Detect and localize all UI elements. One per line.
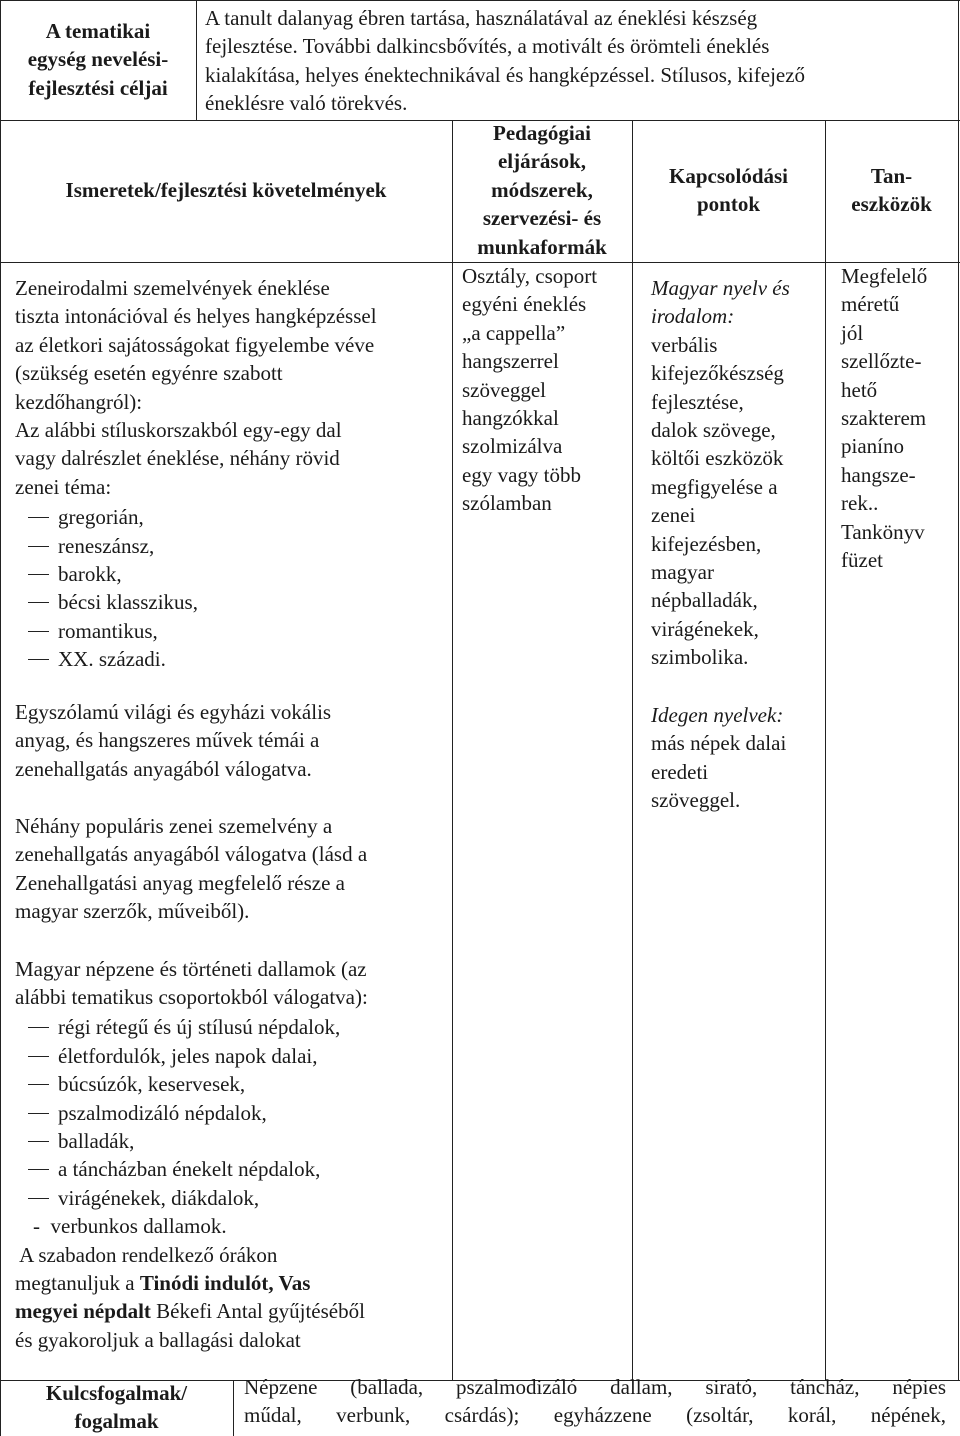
connection-line: megfigyelése a (651, 474, 778, 499)
goals-text (205, 4, 955, 118)
header-methods-line: eljárások, (497, 149, 587, 174)
repertoire-line: az életkori sajátosságokat figyelembe véve (15, 332, 375, 357)
keywords-label-line: fogalmak (74, 1409, 159, 1434)
free-hours-line: és gyakoroljuk a ballagási dalokat (15, 1327, 301, 1352)
connections-content (651, 274, 823, 814)
keywords-label-divider (233, 1380, 234, 1436)
connection-line: más népek dalai (651, 731, 787, 756)
style-period-list (15, 503, 447, 673)
folk-group-item: a táncházban énekelt népdalok, (15, 1155, 447, 1183)
connection-line: népballadák, (651, 588, 758, 613)
keywords-text (244, 1373, 946, 1430)
connection-subject-title: irodalom: (651, 304, 735, 329)
keywords-label-line: Kulcsfogalmak/ (45, 1381, 188, 1405)
tool-line: füzet (841, 548, 883, 573)
popular-music-block (15, 812, 447, 926)
header-tools (825, 162, 958, 219)
goals-label (0, 17, 196, 102)
free-hours-text: megtanuljuk a (15, 1271, 140, 1295)
style-period-item: gregorián, (15, 503, 447, 531)
goals-text-line: éneklésre való törekvés. (205, 91, 408, 116)
header-methods-line: munkaformák (477, 234, 607, 259)
folk-group-item: virágénekek, diákdalok, (15, 1184, 447, 1212)
keywords-label (0, 1379, 233, 1436)
free-hours-line: A szabadon rendelkező órákon (15, 1242, 278, 1267)
repertoire-line: tiszta intonációval és helyes hangképzéssel (15, 304, 377, 329)
connection-line: magyar (651, 560, 714, 585)
header-connections-line: pontok (696, 192, 761, 217)
tool-line: szellőzte- (841, 349, 922, 374)
methods-content (462, 262, 630, 518)
repertoire-line: Zeneirodalmi szemelvények éneklése (15, 276, 330, 300)
col1-col2-divider (452, 120, 453, 1380)
tool-line: rek.. (841, 491, 879, 516)
col2-col3-divider (632, 120, 633, 1380)
repertoire-line: zenei téma: (15, 474, 112, 499)
table-left-border (0, 0, 1, 1436)
header-methods-line: szervezési- és (482, 206, 602, 231)
free-hours-block (15, 1241, 447, 1355)
style-period-item: barokk, (15, 560, 447, 588)
header-methods-line: módszerek, (491, 177, 593, 202)
folk-group-list (15, 1013, 447, 1212)
header-methods (452, 119, 632, 261)
folk-music-line: alábbi tematikus csoportokból válogatva): (15, 984, 368, 1009)
tool-line: pianíno (841, 434, 904, 459)
connection-line: virágénekek, (651, 616, 759, 641)
header-connections (632, 162, 825, 219)
tool-line: szakterem (841, 406, 927, 431)
method-line: szöveggel (462, 377, 546, 402)
method-line: szólamban (462, 491, 552, 516)
free-hours-song-title: megyei népdalt (15, 1299, 151, 1324)
style-period-item: XX. századi. (15, 645, 447, 673)
method-line: egyéni éneklés (462, 292, 587, 317)
connection-line: szöveggel. (651, 787, 741, 812)
keywords-line: műdal, verbunk, csárdás); egyházzene (zsoltár, korál, népének, (244, 1403, 946, 1428)
folk-music-line: Magyar népzene és történeti dallamok (az (15, 956, 367, 981)
goals-text-line: A tanult dalanyag ébren tartása, használatával az éneklési készség (205, 6, 758, 30)
goals-label-line: fejlesztési céljai (28, 75, 168, 100)
folk-group-item: régi rétegű és új stílusú népdalok, (15, 1013, 447, 1041)
goals-text-line: kialakítása, helyes énektechnikával és hangképzéssel. Stílusos, kifejező (205, 62, 806, 87)
connection-line: költői eszközök (651, 446, 784, 471)
tool-line: méretű (841, 292, 900, 317)
folk-group-item: pszalmodizáló népdalok, (15, 1099, 447, 1127)
tool-line: hangsze- (841, 462, 916, 487)
popular-music-line: zenehallgatás anyagából válogatva (lásd a (15, 842, 368, 867)
repertoire-line: Az alábbi stíluskorszakból egy-egy dal (15, 418, 342, 443)
free-hours-text: Békefi Antal gyűjtéséből (150, 1299, 365, 1324)
header-methods-line: Pedagógiai (493, 121, 591, 145)
connection-line: kifejezésben, (651, 531, 762, 556)
tool-line: Tankönyv (841, 519, 925, 544)
method-line: Osztály, csoport (462, 264, 598, 288)
tools-content (841, 262, 957, 574)
goals-label-line: egység nevelési- (27, 47, 169, 72)
method-line: szolmizálva (462, 434, 563, 459)
popular-music-line: Zenehallgatási anyag megfelelő része a (15, 870, 345, 895)
vocal-material-block (15, 698, 447, 783)
verbunkos-item: - verbunkos dallamok. (33, 1214, 227, 1239)
goals-label-line: A tematikai (45, 19, 151, 43)
method-line: hangszerrel (462, 349, 559, 374)
repertoire-block (15, 274, 447, 501)
repertoire-line: vagy dalrészlet éneklése, néhány rövid (15, 446, 340, 471)
method-line: egy vagy több (462, 462, 581, 487)
connection-line: verbális (651, 332, 718, 357)
method-line: hangzókkal (462, 406, 559, 431)
folk-group-item: balladák, (15, 1127, 447, 1155)
header-connections-line: Kapcsolódási (668, 164, 789, 188)
connection-subject-title: Idegen nyelvek: (651, 702, 784, 727)
folk-group-item: életfordulók, jeles napok dalai, (15, 1042, 447, 1070)
method-line: „a cappella” (462, 320, 566, 345)
style-period-item: bécsi klasszikus, (15, 588, 447, 616)
folk-group-item: búcsúzók, keservesek, (15, 1070, 447, 1098)
connection-line: zenei (651, 503, 696, 528)
knowledge-content (15, 274, 447, 1354)
table-top-border (0, 0, 960, 1)
connection-line: fejlesztése, (651, 389, 744, 414)
connection-line: szimbolika. (651, 645, 749, 670)
tool-line: jól (841, 320, 864, 345)
header-tools-line: eszközök (851, 192, 932, 217)
folk-music-block (15, 955, 447, 1012)
table-right-border (958, 0, 959, 1380)
style-period-item: reneszánsz, (15, 532, 447, 560)
vocal-material-line: anyag, és hangszeres művek témái a (15, 728, 320, 753)
goals-text-line: fejlesztése. További dalkincsbővítés, a motivált és örömteli éneklés (205, 34, 770, 59)
header-knowledge-label: Ismeretek/fejlesztési követelmények (65, 178, 387, 202)
header-tools-line: Tan- (870, 164, 913, 188)
header-knowledge (0, 176, 452, 204)
repertoire-line: (szükség esetén egyénre szabott (15, 361, 283, 386)
free-hours-line (15, 1269, 447, 1297)
free-hours-line (15, 1297, 447, 1325)
connection-line: dalok szövege, (651, 418, 776, 443)
tool-line: Megfelelő (841, 264, 928, 288)
connection-line: kifejezőkészség (651, 361, 784, 386)
style-period-item: romantikus, (15, 617, 447, 645)
vocal-material-line: Egyszólamú világi és egyházi vokális (15, 699, 332, 724)
goals-label-divider (196, 0, 197, 120)
col3-col4-divider (825, 120, 826, 1380)
vocal-material-line: zenehallgatás anyagából válogatva. (15, 756, 312, 781)
tool-line: hető (841, 377, 878, 402)
popular-music-line: Néhány populáris zenei szemelvény a (15, 813, 333, 838)
connection-subject-title: Magyar nyelv és (651, 276, 790, 300)
popular-music-line: magyar szerzők, műveiből). (15, 899, 250, 924)
keywords-line: Népzene (ballada, pszalmodizáló dallam, sirató, táncház, népies (244, 1375, 946, 1399)
connection-line: eredeti (651, 759, 709, 784)
free-hours-song-title: Tinódi indulót, Vas (139, 1271, 311, 1295)
repertoire-line: kezdőhangról): (15, 389, 143, 414)
